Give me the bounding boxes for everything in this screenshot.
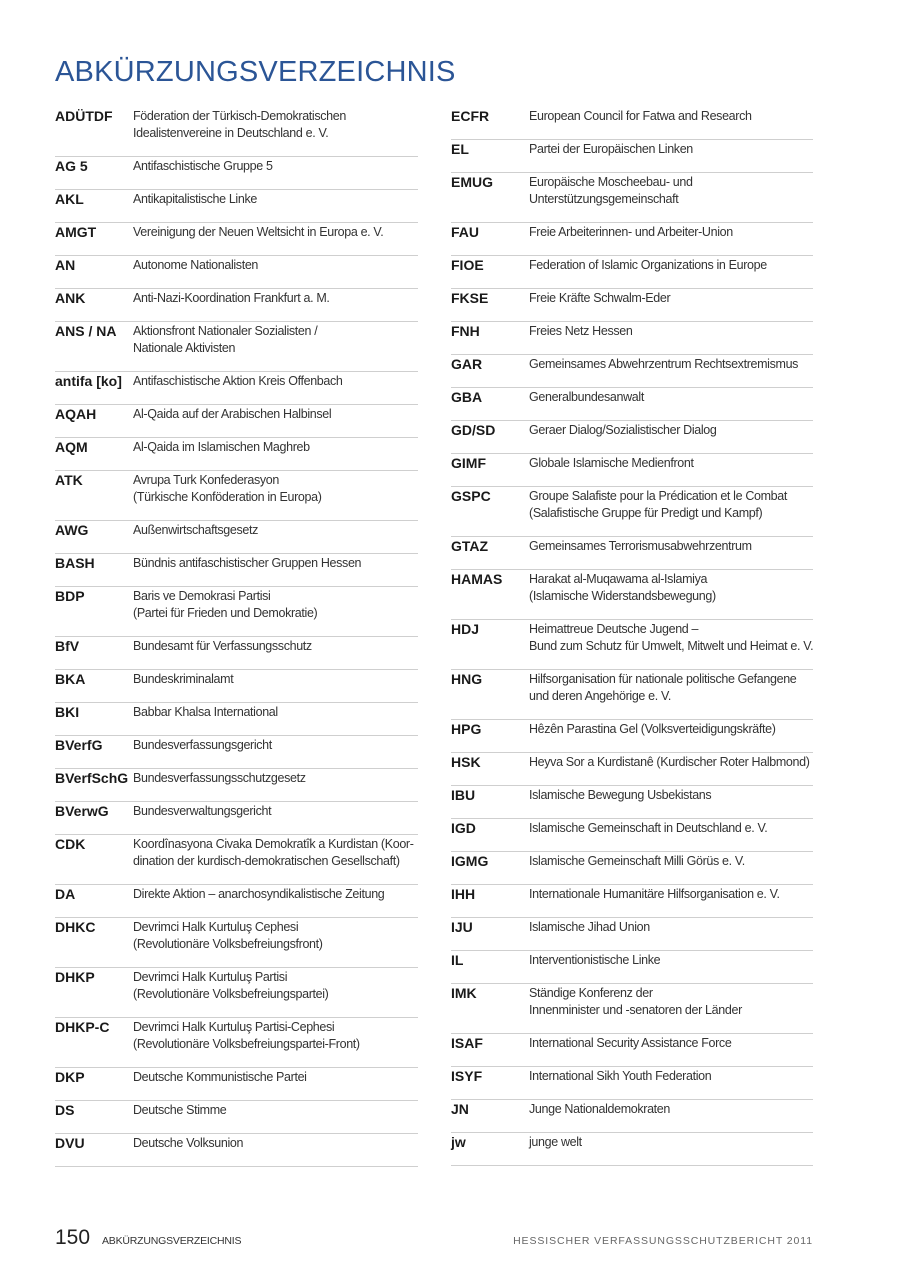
abbreviation-entry — [55, 322, 418, 372]
abbreviation-entry — [55, 157, 418, 190]
abbreviation-description: Harakat al-Muqawama al-Islamiya (Islamische Widerstandsbewegung) — [529, 572, 716, 603]
abbreviation: IBU — [451, 787, 476, 803]
abbreviation: IL — [451, 952, 464, 968]
abbreviation: HAMAS — [451, 571, 503, 587]
abbreviation: EMUG — [451, 174, 493, 190]
abbreviation-entry — [451, 223, 813, 256]
abbreviation: HSK — [451, 754, 481, 770]
abbreviation-description: Antikapitalistische Linke — [133, 192, 257, 206]
abbreviation: DHKP-C — [55, 1019, 110, 1035]
abbreviation-entry — [451, 720, 813, 753]
abbreviation-description: Bundesverfassungsschutzgesetz — [133, 771, 306, 785]
abbreviation: BVerfG — [55, 737, 103, 753]
abbreviation-entry — [55, 769, 418, 802]
abbreviation: DA — [55, 886, 76, 902]
abbreviation: HNG — [451, 671, 483, 687]
abbreviation-description: Antifaschistische Gruppe 5 — [133, 159, 273, 173]
abbreviation-entry — [451, 1100, 813, 1133]
abbreviation-entry — [55, 223, 418, 256]
abbreviation-description: Koordînasyona Civaka Demokratîk a Kurdistan (Koor- dination der kurdisch-demokratischen Gesellschaft) — [133, 837, 414, 868]
abbreviation-entry — [451, 256, 813, 289]
abbreviation-entry — [55, 372, 418, 405]
abbreviation-description: Deutsche Volksunion — [133, 1136, 244, 1150]
abbreviation: IGMG — [451, 853, 489, 869]
abbreviation: AQM — [55, 439, 88, 455]
abbreviation-list-left — [55, 107, 418, 1167]
abbreviation: DHKP — [55, 969, 95, 985]
abbreviation: ECFR — [451, 108, 490, 124]
abbreviation-description: Groupe Salafiste pour la Prédication et le Combat (Salafistische Gruppe für Predigt und Kampf) — [529, 489, 788, 520]
abbreviation-description: Vereinigung der Neuen Weltsicht in Europa e. V. — [133, 225, 384, 239]
abbreviation-description: Bundeskriminalamt — [133, 672, 234, 686]
abbreviation-description: Devrimci Halk Kurtuluş Partisi-Cephesi (Revolutionäre Volksbefreiungspartei-Front) — [133, 1020, 360, 1051]
abbreviation-description: Föderation der Türkisch-Demokratischen Idealistenvereine in Deutschland e. V. — [133, 109, 346, 140]
abbreviation-description: Globale Islamische Medienfront — [529, 456, 694, 470]
abbreviation-entry — [55, 289, 418, 322]
abbreviation-description: Heyva Sor a Kurdistanê (Kurdischer Roter Halbmond) — [529, 755, 810, 769]
abbreviation: FNH — [451, 323, 480, 339]
abbreviation: ANS / NA — [55, 323, 117, 339]
abbreviation-entry — [451, 951, 813, 984]
abbreviation-entry — [55, 1101, 418, 1134]
abbreviation: CDK — [55, 836, 86, 852]
abbreviation: AG 5 — [55, 158, 88, 174]
abbreviation-entry — [451, 537, 813, 570]
abbreviation-entry — [55, 736, 418, 769]
abbreviation-entry — [55, 670, 418, 703]
abbreviation-description: Freie Arbeiterinnen- und Arbeiter-Union — [529, 225, 733, 239]
abbreviation-description: International Sikh Youth Federation — [529, 1069, 712, 1083]
abbreviation-description: Ständige Konferenz der Innenminister und -senatoren der Länder — [529, 986, 742, 1017]
abbreviation: GTAZ — [451, 538, 489, 554]
abbreviation: FIOE — [451, 257, 484, 273]
abbreviation: HPG — [451, 721, 482, 737]
abbreviation-description: Partei der Europäischen Linken — [529, 142, 693, 156]
abbreviation: AN — [55, 257, 76, 273]
abbreviation: FAU — [451, 224, 479, 240]
abbreviation-entry — [451, 570, 813, 620]
abbreviation: ISYF — [451, 1068, 483, 1084]
abbreviation-description: Islamische Gemeinschaft Milli Görüs e. V. — [529, 854, 745, 868]
abbreviation-description: Deutsche Stimme — [133, 1103, 227, 1117]
abbreviation: DVU — [55, 1135, 85, 1151]
abbreviation-entry — [451, 487, 813, 537]
abbreviation-entry — [55, 405, 418, 438]
abbreviation-entry — [451, 670, 813, 720]
abbreviation-description: Babbar Khalsa International — [133, 705, 278, 719]
abbreviation-entry — [451, 140, 813, 173]
abbreviation-entry — [451, 1067, 813, 1100]
abbreviation-entry — [451, 107, 813, 140]
abbreviation: IGD — [451, 820, 476, 836]
abbreviation-description: International Security Assistance Force — [529, 1036, 732, 1050]
abbreviation: FKSE — [451, 290, 489, 306]
abbreviation-entry — [55, 438, 418, 471]
abbreviation-entry — [55, 1018, 418, 1068]
abbreviation: ADÜTDF — [55, 108, 113, 124]
abbreviation: GSPC — [451, 488, 491, 504]
abbreviation: GAR — [451, 356, 483, 372]
abbreviation-description: Autonome Nationalisten — [133, 258, 259, 272]
abbreviation-description: Hêzên Parastina Gel (Volksverteidigungskräfte) — [529, 722, 776, 736]
abbreviation-entry — [451, 753, 813, 786]
abbreviation-description: Außenwirtschaftsgesetz — [133, 523, 258, 537]
abbreviation: GD/SD — [451, 422, 496, 438]
abbreviation-description: Antifaschistische Aktion Kreis Offenbach — [133, 374, 343, 388]
abbreviation-description: European Council for Fatwa and Research — [529, 109, 752, 123]
abbreviation-entry — [55, 968, 418, 1018]
abbreviation-entry — [55, 703, 418, 736]
abbreviation-entry — [55, 1068, 418, 1101]
abbreviation: JN — [451, 1101, 469, 1117]
abbreviation-entry — [55, 256, 418, 289]
abbreviation-entry — [55, 190, 418, 223]
abbreviation-entry — [451, 984, 813, 1034]
abbreviation: AKL — [55, 191, 84, 207]
abbreviation: HDJ — [451, 621, 480, 637]
abbreviation: BKI — [55, 704, 80, 720]
abbreviation-entry — [451, 819, 813, 852]
abbreviation-description: Internationale Humanitäre Hilfsorganisation e. V. — [529, 887, 780, 901]
footer-section-title: ABKÜRZUNGSVERZEICHNIS — [102, 1235, 242, 1247]
abbreviation-description: Junge Nationaldemokraten — [529, 1102, 671, 1116]
abbreviation-description: Bundesverwaltungsgericht — [133, 804, 272, 818]
page-title: ABKÜRZUNGSVERZEICHNIS — [55, 56, 456, 88]
abbreviation-entry — [451, 918, 813, 951]
abbreviation-description: Bundesverfassungsgericht — [133, 738, 272, 752]
abbreviation-entry — [55, 885, 418, 918]
abbreviation: BDP — [55, 588, 85, 604]
abbreviation-description: Devrimci Halk Kurtuluş Partisi (Revolutionäre Volksbefreiungspartei) — [133, 970, 329, 1001]
abbreviation-description: Freie Kräfte Schwalm-Eder — [529, 291, 671, 305]
abbreviation-description: Al-Qaida auf der Arabischen Halbinsel — [133, 407, 332, 421]
abbreviation-description: Bündnis antifaschistischer Gruppen Hessen — [133, 556, 362, 570]
abbreviation-description: Europäische Moscheebau- und Unterstützungsgemeinschaft — [529, 175, 693, 206]
abbreviation-description: Al-Qaida im Islamischen Maghreb — [133, 440, 310, 454]
abbreviation-entry — [451, 786, 813, 819]
abbreviation: BfV — [55, 638, 80, 654]
abbreviation: jw — [451, 1134, 466, 1150]
abbreviation-entry — [55, 521, 418, 554]
footer-publication-title: HESSISCHER VERFASSUNGSSCHUTZBERICHT 2011 — [513, 1235, 813, 1247]
abbreviation-description: Gemeinsames Abwehrzentrum Rechtsextremismus — [529, 357, 799, 371]
abbreviation-entry — [55, 802, 418, 835]
abbreviation-description: Geraer Dialog/Sozialistischer Dialog — [529, 423, 717, 437]
abbreviation-description: junge welt — [529, 1135, 582, 1149]
abbreviation: ANK — [55, 290, 86, 306]
abbreviation-description: Gemeinsames Terrorismusabwehrzentrum — [529, 539, 752, 553]
page-number: 150 — [55, 1226, 91, 1249]
abbreviation-description: Baris ve Demokrasi Partisi (Partei für Frieden und Demokratie) — [133, 589, 318, 620]
abbreviation-entry — [451, 355, 813, 388]
abbreviation: BKA — [55, 671, 86, 687]
abbreviation-description: Federation of Islamic Organizations in Europe — [529, 258, 767, 272]
abbreviation-entry — [55, 107, 418, 157]
abbreviation-entry — [451, 885, 813, 918]
abbreviation-description: Freies Netz Hessen — [529, 324, 633, 338]
abbreviation-description: Heimattreue Deutsche Jugend – Bund zum Schutz für Umwelt, Mitwelt und Heimat e. V. — [529, 622, 814, 653]
abbreviation-description: Bundesamt für Verfassungsschutz — [133, 639, 312, 653]
abbreviation: BVerwG — [55, 803, 109, 819]
abbreviation-description: Islamische Bewegung Usbekistans — [529, 788, 712, 802]
abbreviation: ATK — [55, 472, 83, 488]
abbreviation-entry — [451, 322, 813, 355]
abbreviation-description: Hilfsorganisation für nationale politische Gefangene und deren Angehörige e. V. — [529, 672, 797, 703]
abbreviation-list-right — [451, 107, 813, 1166]
abbreviation-entry — [55, 637, 418, 670]
abbreviation-entry — [451, 388, 813, 421]
abbreviation: BASH — [55, 555, 95, 571]
abbreviation: DHKC — [55, 919, 96, 935]
abbreviation-description: Islamische Gemeinschaft in Deutschland e. V. — [529, 821, 768, 835]
abbreviation-description: Anti-Nazi-Koordination Frankfurt a. M. — [133, 291, 330, 305]
abbreviation: GIMF — [451, 455, 486, 471]
abbreviation: EL — [451, 141, 469, 157]
abbreviation: AWG — [55, 522, 89, 538]
abbreviation: AQAH — [55, 406, 97, 422]
abbreviation-entry — [55, 835, 418, 885]
abbreviation-entry — [55, 1134, 418, 1167]
abbreviation-description: Generalbundesanwalt — [529, 390, 644, 404]
abbreviation: GBA — [451, 389, 483, 405]
abbreviation: antifa [ko] — [55, 373, 122, 389]
abbreviation-description: Avrupa Turk Konfederasyon (Türkische Konföderation in Europa) — [133, 473, 322, 504]
abbreviation-description: Direkte Aktion – anarchosyndikalistische Zeitung — [133, 887, 385, 901]
abbreviation-entry — [451, 289, 813, 322]
abbreviation-entry — [55, 554, 418, 587]
abbreviation-entry — [451, 173, 813, 223]
abbreviation: DKP — [55, 1069, 85, 1085]
abbreviation-description: Devrimci Halk Kurtuluş Cephesi (Revolutionäre Volksbefreiungsfront) — [133, 920, 323, 951]
abbreviation-entry — [55, 471, 418, 521]
abbreviation: AMGT — [55, 224, 97, 240]
abbreviation-entry — [451, 454, 813, 487]
abbreviation-description: Interventionistische Linke — [529, 953, 661, 967]
abbreviation-description: Aktionsfront Nationaler Sozialisten / Nationale Aktivisten — [133, 324, 318, 355]
abbreviation-description: Islamische Jihad Union — [529, 920, 650, 934]
abbreviation: IJU — [451, 919, 473, 935]
abbreviation-entry — [55, 587, 418, 637]
abbreviation-entry — [451, 620, 813, 670]
abbreviation: IMK — [451, 985, 477, 1001]
abbreviation-entry — [451, 1133, 813, 1166]
abbreviation-description: Deutsche Kommunistische Partei — [133, 1070, 307, 1084]
abbreviation: IHH — [451, 886, 476, 902]
abbreviation-entry — [451, 1034, 813, 1067]
abbreviation-entry — [451, 421, 813, 454]
abbreviation: DS — [55, 1102, 75, 1118]
abbreviation-entry — [451, 852, 813, 885]
abbreviation: BVerfSchG — [55, 770, 129, 786]
abbreviation: ISAF — [451, 1035, 483, 1051]
abbreviation-entry — [55, 918, 418, 968]
